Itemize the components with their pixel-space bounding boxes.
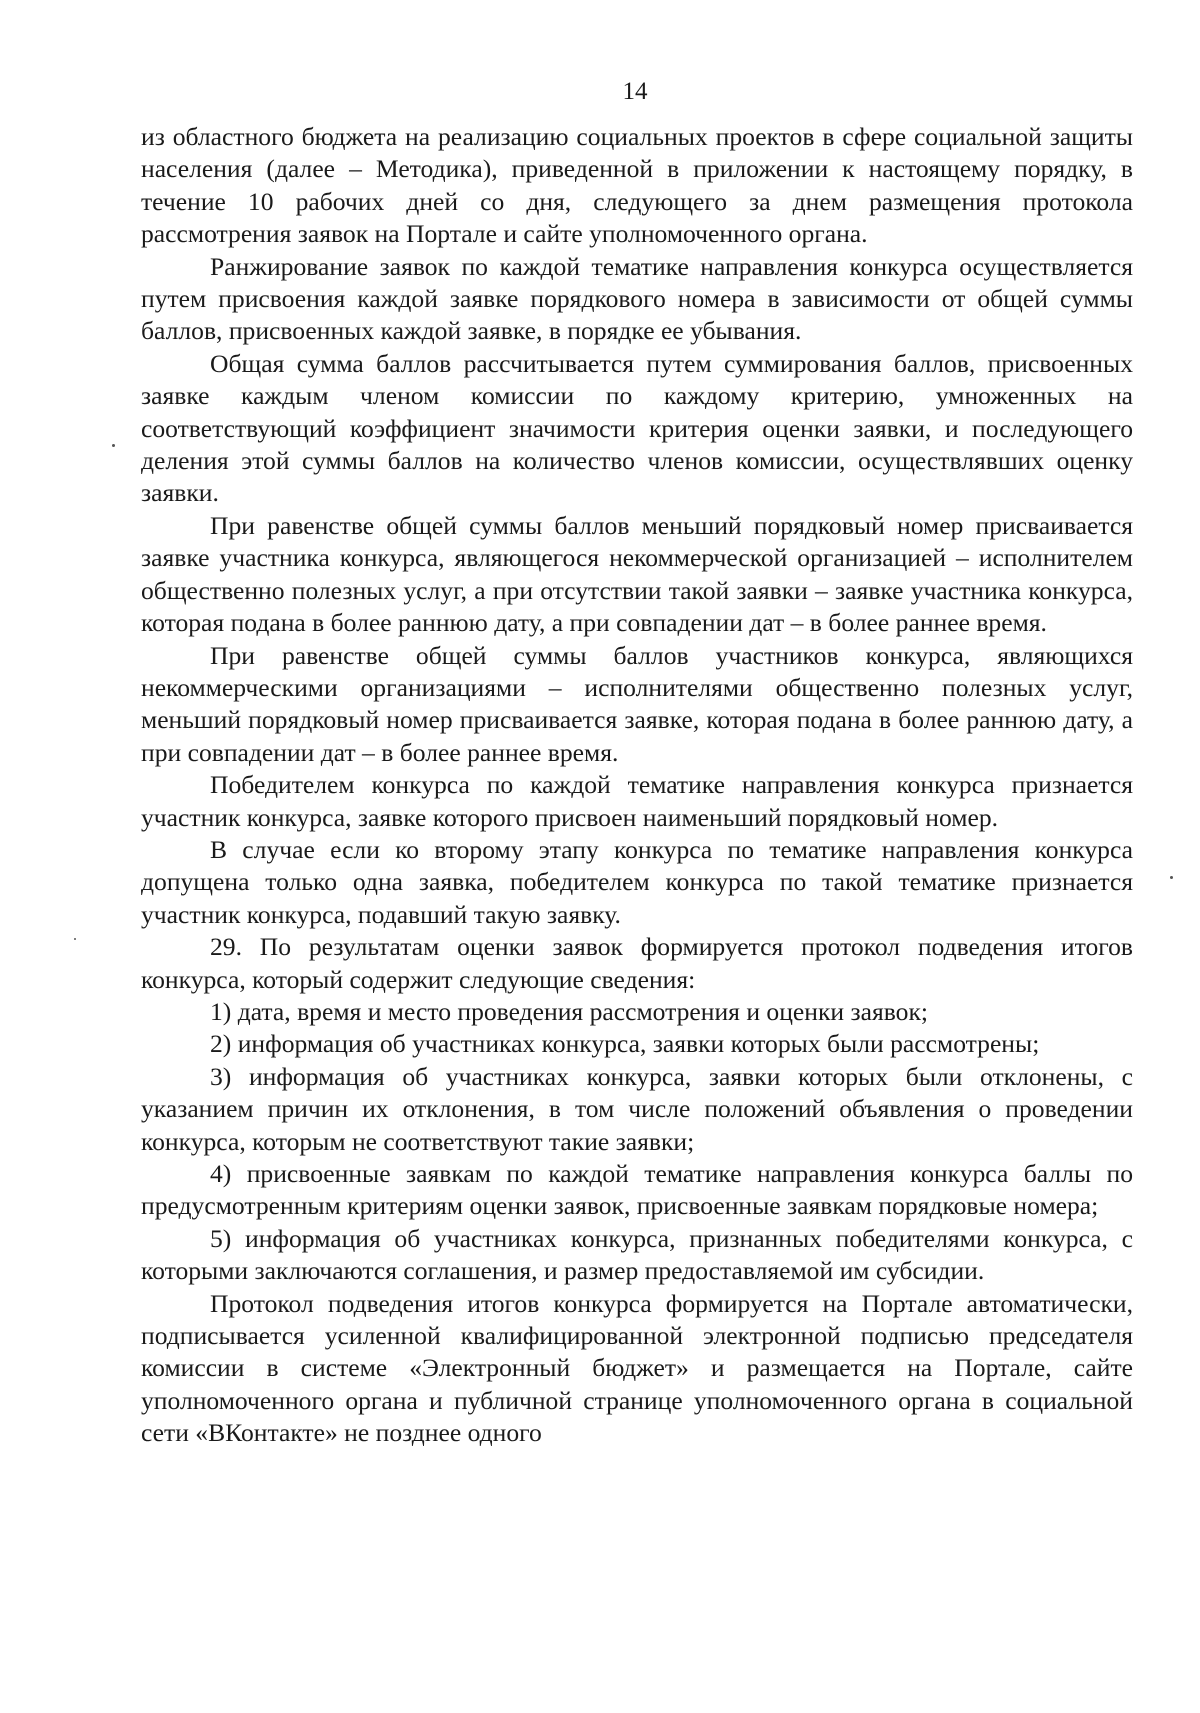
paragraph-winner: Победителем конкурса по каждой тематике направления конкурса признается участник конкурса, заявке которого присвоен наименьший порядковый номер. [141, 770, 1133, 832]
paragraph-equal-score-rule: При равенстве общей суммы баллов меньший порядковый номер присваивается заявке участника конкурса, являющегося некоммерческой организацией – исполнителем общественно полезных услуг, а при отсутствии такой заявки – заявке участника конкурса, которая подана в более раннюю дату, а при совпадении дат – в более раннее время. [141, 510, 1133, 638]
list-item-1: 1) дата, время и место проведения рассмотрения и оценки заявок; [210, 996, 928, 1026]
scan-speck [74, 938, 76, 940]
list-item-4: 4) присвоенные заявкам по каждой тематике направления конкурса баллы по предусмотренным критериям оценки заявок, присвоенные заявкам порядковые номера; [141, 1159, 1133, 1221]
list-item-3: 3) информация об участниках конкурса, заявки которых были отклонены, с указанием причин их отклонения, в том числе положений объявления о проведении конкурса, которым не соответствуют такие заявки; [141, 1061, 1133, 1156]
document-body [141, 121, 1133, 1450]
paragraph-continuation: из областного бюджета на реализацию социальных проектов в сфере социальной защиты населения (далее – Методика), приведенной в приложении к настоящему порядку, в течение 10 рабочих дней со дня, следующего за днем размещения протокола рассмотрения заявок на Портале и сайте уполномоченного органа. [141, 122, 1133, 249]
list-item-2: 2) информация об участниках конкурса, заявки которых были рассмотрены; [210, 1029, 1040, 1059]
paragraph-ranking: Ранжирование заявок по каждой тематике направления конкурса осуществляется путем присвоения каждой заявке порядкового номера в зависимости от общей суммы баллов, присвоенных каждой заявке, в порядке ее убывания. [141, 251, 1133, 346]
paragraph-clause-29: 29. По результатам оценки заявок формируется протокол подведения итогов конкурса, который содержит следующие сведения: [141, 932, 1133, 994]
paragraph-total-score: Общая сумма баллов рассчитывается путем суммирования баллов, присвоенных заявке каждым членом комиссии по каждому критерию, умноженных на соответствующий коэффициент значимости критерия оценки заявки, и последующего деления этой суммы баллов на количество членов комиссии, осуществлявших оценку заявки. [141, 348, 1133, 508]
list-item-5: 5) информация об участниках конкурса, признанных победителями конкурса, с которыми заключаются соглашения, и размер предоставляемой им субсидии. [141, 1223, 1133, 1286]
scan-speck [1170, 876, 1173, 879]
scan-speck [112, 444, 115, 447]
paragraph-protocol: Протокол подведения итогов конкурса формируется на Портале автоматически, подписывается усиленной квалифицированной электронной подписью председателя комиссии в системе «Электронный бюджет» и размещается на Портале, сайте уполномоченного органа и публичной странице уполномоченного органа в социальной сети «ВКонтакте» не позднее одного [141, 1288, 1133, 1448]
paragraph-equal-score-nonprofits: При равенстве общей суммы баллов участников конкурса, являющихся некоммерческими организациями – исполнителями общественно полезных услуг, меньший порядковый номер присваивается заявке, которая подана в более раннюю дату, а при совпадении дат – в более раннее время. [141, 640, 1133, 767]
page-number: 14 [622, 78, 648, 105]
paragraph-single-application: В случае если ко второму этапу конкурса по тематике направления конкурса допущена только одна заявка, победителем конкурса по такой тематике признается участник конкурса, подавший такую заявку. [141, 834, 1133, 929]
